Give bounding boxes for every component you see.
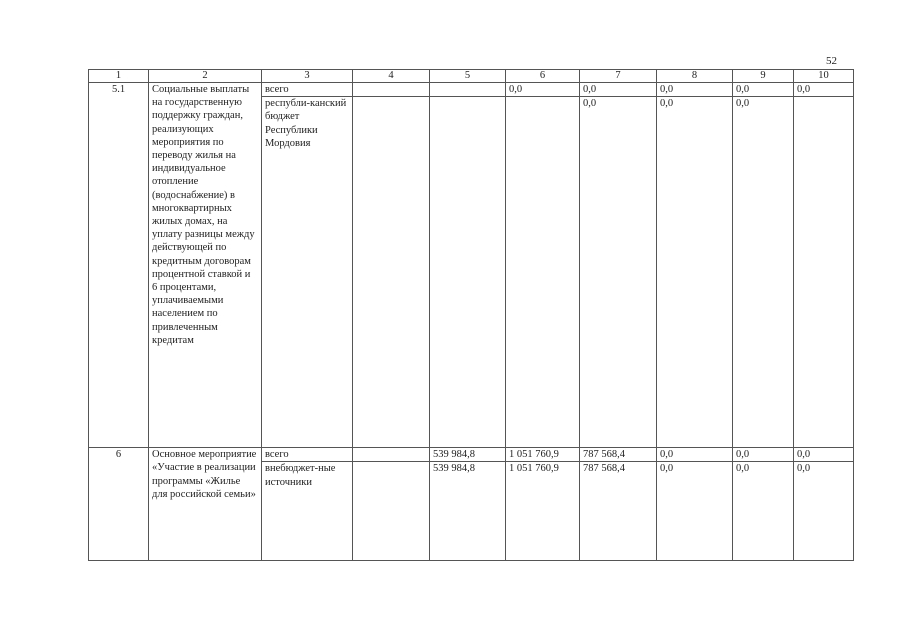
funding-source: республи-канский бюджет Республики Мордовия (262, 97, 353, 448)
budget-table (88, 69, 854, 561)
value-cell: 0,0 (733, 97, 794, 448)
value-cell: 539 984,8 (430, 448, 506, 462)
row-number: 5.1 (89, 83, 149, 448)
header-cell: 6 (506, 70, 580, 83)
header-cell: 7 (580, 70, 657, 83)
header-cell: 5 (430, 70, 506, 83)
value-cell: 0,0 (733, 448, 794, 462)
funding-source: всего (262, 83, 353, 97)
value-cell (353, 83, 430, 97)
value-cell (353, 448, 430, 462)
value-cell: 0,0 (794, 83, 854, 97)
value-cell (506, 97, 580, 448)
value-cell (430, 83, 506, 97)
value-cell: 0,0 (657, 97, 733, 448)
row-name: Социальные выплаты на государственную поддержку граждан, реализующих мероприятия по переводу жилья на индивидуальное отопление (водоснабжение) в многоквартирных жилых домах, на уплату разницы между действующей по кредитным договорам процентной ставкой и 6 процентами, уплачиваемыми населением по привлеченным кредитам (149, 83, 262, 448)
value-cell: 0,0 (794, 462, 854, 561)
funding-source: всего (262, 448, 353, 462)
header-cell: 10 (794, 70, 854, 83)
value-cell: 787 568,4 (580, 462, 657, 561)
value-cell: 787 568,4 (580, 448, 657, 462)
table-row (89, 448, 854, 462)
value-cell (353, 97, 430, 448)
page-number: 52 (826, 55, 837, 67)
table-row (89, 83, 854, 97)
value-cell: 1 051 760,9 (506, 448, 580, 462)
value-cell: 0,0 (506, 83, 580, 97)
value-cell (794, 97, 854, 448)
value-cell: 539 984,8 (430, 462, 506, 561)
value-cell: 0,0 (657, 448, 733, 462)
header-cell: 9 (733, 70, 794, 83)
header-cell: 3 (262, 70, 353, 83)
header-cell: 1 (89, 70, 149, 83)
row-name: Основное мероприятие «Участие в реализации программы «Жилье для российской семьи» (149, 448, 262, 561)
value-cell (353, 462, 430, 561)
table-header-row (89, 70, 854, 83)
funding-source: внебюджет-ные источники (262, 462, 353, 561)
value-cell: 0,0 (657, 462, 733, 561)
value-cell: 0,0 (733, 462, 794, 561)
value-cell: 0,0 (580, 83, 657, 97)
value-cell: 0,0 (794, 448, 854, 462)
header-cell: 4 (353, 70, 430, 83)
value-cell: 0,0 (733, 83, 794, 97)
value-cell: 0,0 (580, 97, 657, 448)
header-cell: 2 (149, 70, 262, 83)
row-number: 6 (89, 448, 149, 561)
value-cell: 1 051 760,9 (506, 462, 580, 561)
value-cell: 0,0 (657, 83, 733, 97)
header-cell: 8 (657, 70, 733, 83)
value-cell (430, 97, 506, 448)
